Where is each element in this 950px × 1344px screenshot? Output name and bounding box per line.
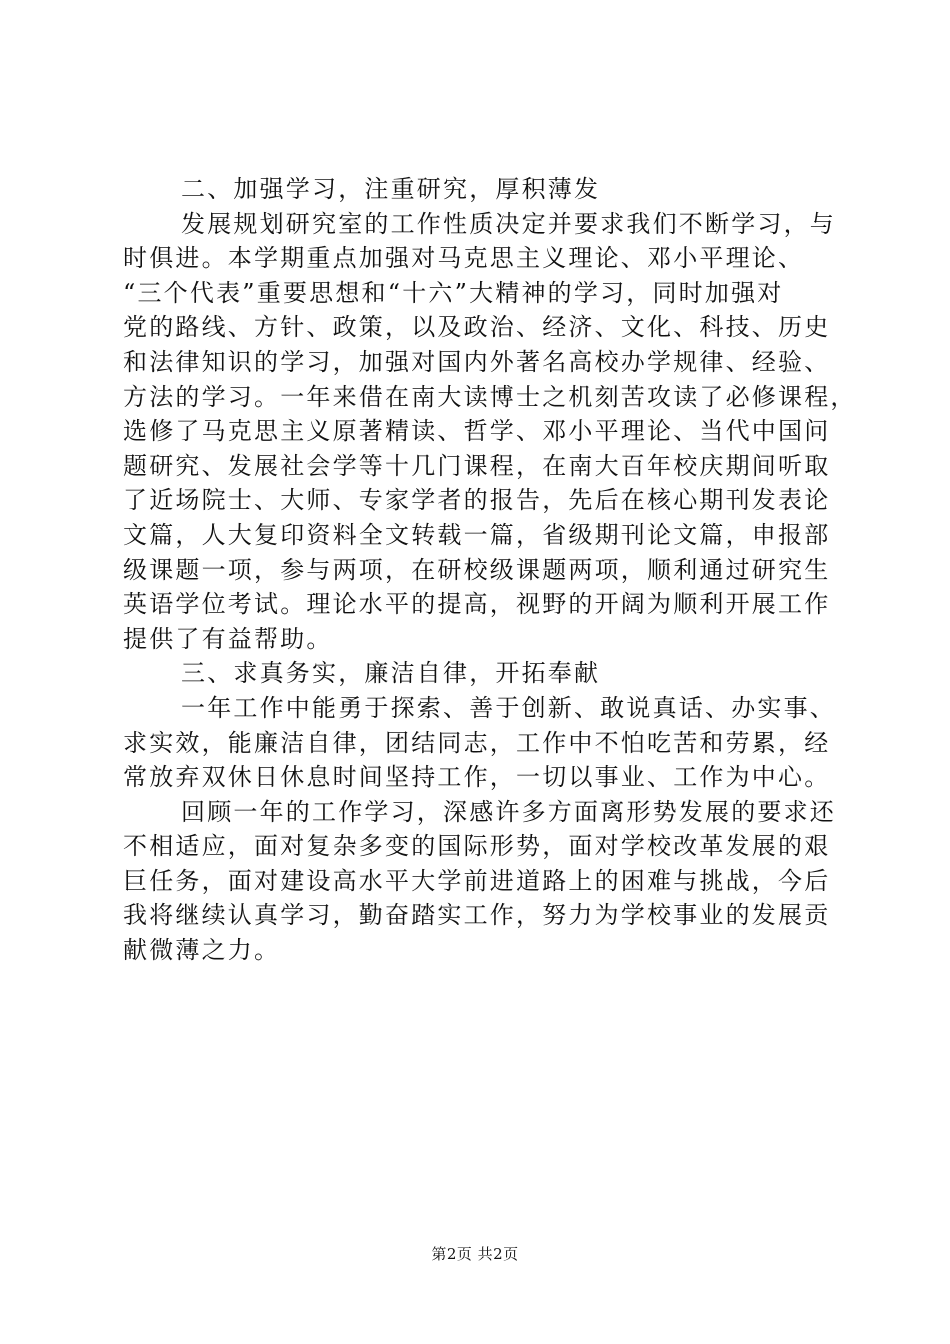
- paragraph-line: 一年工作中能勇于探索、善于创新、敢说真话、办实事、: [181, 693, 836, 722]
- paragraph-line: 了近场院士、大师、专家学者的报告，先后在核心期刊发表论: [123, 486, 831, 515]
- section-heading-2: 二、加强学习，注重研究，厚积薄发: [181, 175, 601, 203]
- paragraph-line: 题研究、发展社会学等十几门课程，在南大百年校庆期间听取: [123, 451, 831, 480]
- paragraph-line: 时俱进。本学期重点加强对马克思主义理论、邓小平理论、: [123, 244, 805, 273]
- document-body: [123, 172, 857, 968]
- paragraph-line: 选修了马克思主义原著精读、哲学、邓小平理论、当代中国问: [123, 417, 831, 446]
- paragraph-line: 级课题一项，参与两项，在研校级课题两项，顺利通过研究生: [123, 555, 831, 584]
- paragraph-line: 英语学位考试。理论水平的提高，视野的开阔为顺利开展工作: [123, 590, 831, 619]
- paragraph-line: 提供了有益帮助。: [123, 624, 333, 653]
- paragraph-line: 我将继续认真学习，勤奋踏实工作，努力为学校事业的发展贡: [123, 901, 831, 930]
- paragraph-line: 方法的学习。一年来借在南大读博士之机刻苦攻读了必修课程，: [123, 382, 857, 411]
- paragraph-line: “三个代表”重要思想和“十六”大精神的学习，同时加强对: [123, 278, 784, 307]
- paragraph-line: 文篇，人大复印资料全文转载一篇，省级期刊论文篇，申报部: [123, 520, 831, 549]
- paragraph-line: 回顾一年的工作学习，深感许多方面离形势发展的要求还: [181, 797, 836, 826]
- paragraph-line: 党的路线、方针、政策，以及政治、经济、文化、科技、历史: [123, 313, 831, 342]
- paragraph-line: 和法律知识的学习，加强对国内外著名高校办学规律、经验、: [123, 347, 831, 376]
- page-footer: [0, 1243, 950, 1264]
- paragraph-line: 常放弃双休日休息时间坚持工作，一切以事业、工作为中心。: [123, 763, 831, 792]
- paragraph-line: 求实效，能廉洁自律，团结同志，工作中不怕吃苦和劳累，经: [123, 728, 831, 757]
- page-number: 第2页 共2页: [431, 1245, 519, 1263]
- paragraph-line: 不相适应，面对复杂多变的国际形势，面对学校改革发展的艰: [123, 832, 831, 861]
- paragraph-line: 发展规划研究室的工作性质决定并要求我们不断学习，与: [181, 209, 836, 238]
- section-heading-3: 三、求真务实，廉洁自律，开拓奉献: [181, 659, 601, 688]
- paragraph-line: 巨任务，面对建设高水平大学前进道路上的困难与挑战，今后: [123, 866, 831, 895]
- paragraph-line: 献微薄之力。: [123, 936, 281, 965]
